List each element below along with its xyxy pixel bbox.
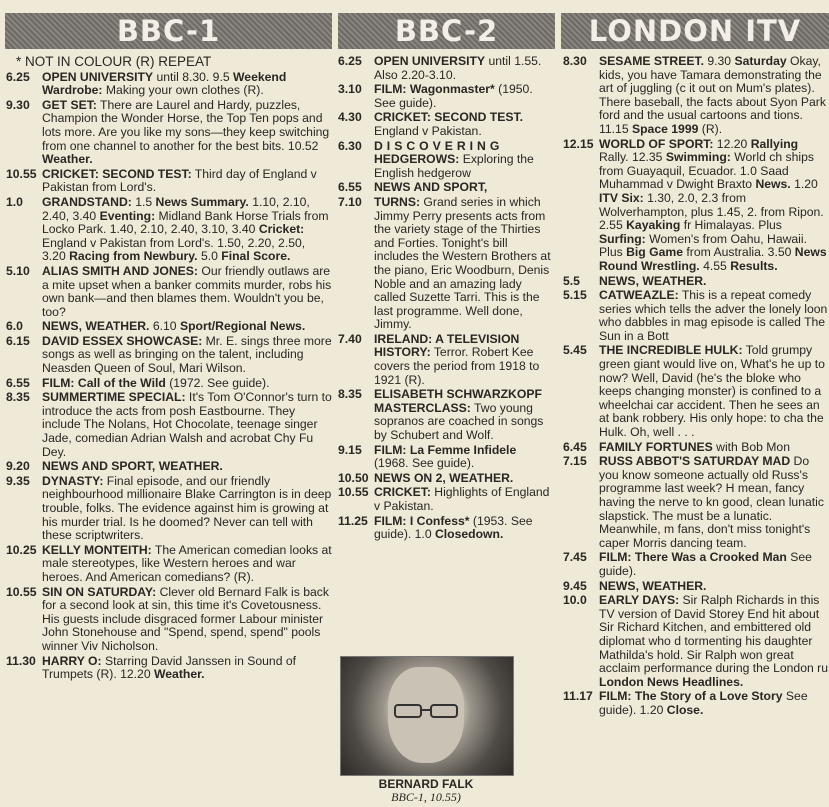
listing-time: 7.45 [563, 550, 587, 565]
bbc1-listing [6, 99, 332, 167]
photo-caption [340, 778, 512, 804]
listing-description: IRELAND: A TELEVISION HISTORY: Terror. Robert Kee covers the period from 1918 to 1921 (R). [374, 331, 540, 387]
bbc1-listing [6, 265, 332, 319]
itv-listing [563, 275, 829, 289]
listing-description: FILM: I Confess* (1953. See guide). 1.0 Closedown. [374, 513, 533, 542]
bbc1-listing [6, 655, 332, 682]
bbc1-listing [6, 544, 332, 585]
itv-listing [563, 289, 829, 343]
listing-description: OPEN UNIVERSITY until 1.55. Also 2.20-3.10. [374, 55, 542, 82]
listing-time: 8.35 [6, 390, 30, 405]
itv-listing [563, 138, 829, 274]
listing-description: DAVID ESSEX SHOWCASE: Mr. E. sings three more songs as well as bringing on the talent, including Neasden Queen of Soul, Mari Wilson. [42, 333, 332, 376]
bbc2-listing [338, 83, 554, 110]
bbc1-listing [6, 71, 332, 98]
listing-time: 3.10 [338, 82, 362, 97]
bbc1-listing [6, 460, 332, 474]
listing-description: GRANDSTAND: 1.5 News Summary. 1.10, 2.10, 2.40, 3.40 Eventing: Midland Bank Horse Trials from Locko Park. 1.40, 2.10, 2.40, 3.10, 3.40 Cricket: England v Pakistan from Lord's. 1.50, 2.20, 2.50, 3.20 Racing from Newbury. 5.0 Final Score. [42, 194, 329, 264]
bbc1-listing [6, 168, 332, 195]
listing-time: 9.45 [563, 578, 587, 593]
listing-time: 10.55 [6, 166, 37, 181]
bbc2-listing [338, 196, 554, 332]
listing-description: SUMMERTIME SPECIAL: It's Tom O'Connor's turn to introduce the acts from posh Eastbourne. They include The Nolans, Hot Chocolate, teenage singer Jade, comedian Adrian Walsh and acrobat Chy Fu Dey. [42, 390, 332, 459]
listing-description: CRICKET: SECOND TEST. England v Pakistan. [374, 110, 523, 138]
listing-time: 10.55 [338, 485, 369, 500]
listing-time: 6.45 [563, 439, 587, 454]
itv-banner [561, 13, 829, 49]
listing-time: 5.15 [563, 288, 587, 303]
bbc2-banner [338, 13, 555, 49]
listing-time: 9.35 [6, 473, 30, 488]
itv-listing [563, 455, 829, 550]
bbc1-listing [6, 196, 332, 264]
listing-description: GET SET: There are Laurel and Hardy, puzzles, Champion the Wonder Horse, the Top Ten pops and lots more. Are you like my sons—they keep switching from one channel to another for the best bits. 10.52 Weather. [42, 97, 330, 167]
listing-description: HARRY O: Starring David Janssen in Sound of Trumpets (R). 12.20 Weather. [42, 653, 297, 682]
listing-description: NEWS, WEATHER. [599, 578, 707, 593]
caption-channel: BBC-1, 10.55) [391, 790, 461, 804]
bernard-falk-photo [340, 656, 514, 776]
itv-listing [563, 344, 829, 439]
listing-description: FILM: La Femme Infidele (1968. See guide). [374, 442, 517, 471]
listing-time: 7.15 [563, 454, 587, 469]
listing-description: FILM: Call of the Wild (1972. See guide). [42, 375, 270, 390]
listing-description: OPEN UNIVERSITY until 8.30. 9.5 Weekend Wardrobe: Making your own clothes (R). [42, 69, 287, 98]
listing-time: 7.10 [338, 194, 362, 209]
listing-time: 5.45 [563, 343, 587, 358]
bbc2-listing [338, 55, 554, 82]
listing-time: 11.17 [563, 689, 593, 704]
bbc2-listing [338, 111, 554, 138]
bbc2-listing [338, 472, 554, 486]
listing-time: 9.20 [6, 459, 30, 474]
bbc1-listing [6, 320, 332, 334]
listing-time: 10.55 [6, 584, 37, 599]
itv-listing [563, 551, 829, 578]
listing-time: 6.55 [338, 180, 362, 195]
listing-time: 5.10 [6, 263, 30, 278]
bbc2-listing [338, 333, 554, 387]
listing-time: 6.15 [6, 333, 30, 348]
listing-time: 7.40 [338, 331, 362, 346]
listing-time: 6.30 [338, 138, 362, 153]
listing-description: NEWS, WEATHER. [599, 273, 707, 288]
bbc1-listing [6, 586, 332, 654]
listing-description: KELLY MONTEITH: The American comedian looks at male stereotypes, like Western heroes and war heroes. And American comedians? (R). [42, 542, 332, 584]
bbc2-listing [338, 444, 554, 471]
bbc2-listing [338, 181, 554, 195]
bbc2-listing [338, 140, 554, 181]
listing-time: 8.30 [563, 55, 587, 68]
bbc1-listing [6, 335, 332, 376]
listing-description: NEWS ON 2, WEATHER. [374, 470, 514, 485]
listing-time: 9.30 [6, 97, 30, 112]
bbc1-listing [6, 391, 332, 459]
listing-description: SIN ON SATURDAY: Clever old Bernard Falk is back for a second look at sin, this time it's Covetousness. His guests include disgraced former Labour minister John Stonehouse and "Spend, spend, spend" pools winner Viv Nicholson. [42, 584, 329, 653]
listing-description: DISCOVERING HEDGEROWS: Exploring the English hedgerow [374, 138, 534, 180]
listing-time: 12.15 [563, 136, 594, 151]
listing-description: FILM: There Was a Crooked Man See guide). [599, 550, 812, 578]
listing-description: CRICKET: SECOND TEST: Third day of England v Pakistan from Lord's. [42, 166, 317, 195]
listing-time: 4.30 [338, 110, 362, 125]
listing-description: SESAME STREET. 9.30 Saturday Okay, kids, you have Tamara demonstrating the art of juggling (c it out on Mum's plates). There baseball, the facts about Syon Park ford and the usual cartoons and tions. 11.15 Space 1999 (R). [599, 55, 826, 136]
listing-time: 1.0 [6, 194, 23, 209]
listing-time: 10.50 [338, 470, 369, 485]
listing-time: 10.25 [6, 542, 37, 557]
listing-time: 6.25 [6, 69, 30, 84]
bbc2-listing [338, 388, 554, 442]
itv-listing [563, 580, 829, 594]
listing-description: NEWS, WEATHER. 6.10 Sport/Regional News. [42, 319, 306, 334]
listing-description: CATWEAZLE: This is a repeat comedy series which tells the adver the lonely loon who dabbles in mag episode is called The Sun in a Bott [599, 288, 828, 343]
bbc2-listing [338, 486, 554, 513]
glasses-icon [393, 703, 459, 719]
itv-listing [563, 594, 829, 689]
listing-description: FILM: Wagonmaster* (1950. See guide). [374, 82, 533, 110]
caption-name: BERNARD FALK [378, 777, 474, 791]
listing-description: THE INCREDIBLE HULK: Told grumpy green giant would live on, What's he up to now? Well, David (he's the bloke who keeps changing monster) is confined to a wheelchai car accident. Then he sees an at bank robbery. His only hope: to cha the Hulk. Oh, well . . . [599, 343, 825, 440]
listing-description: FAMILY FORTUNES with Bob Mon [599, 439, 790, 454]
listing-description: EARLY DAYS: Sir Ralph Richards in this TV version of David Storey End hit about Sir Richard Kitchen, and embittered old diplomat who d tormenting his daughter Mathilda's hold. Sir Ralph won great acclaim performance during the London ru London News Headlines. [599, 593, 828, 689]
bbc2-listing [338, 515, 554, 542]
bbc2-column [338, 55, 554, 653]
listing-description: FILM: The Story of a Love Story See guide). 1.20 Close. [599, 689, 808, 717]
listing-description: ALIAS SMITH AND JONES: Our friendly outlaws are a mite upset when a banker commits murder, robs his own bank—and then blames them. Wouldn't you be, too? [42, 263, 332, 319]
listing-description: WORLD OF SPORT: 12.20 Rallying Rally. 12.35 Swimming: World ch ships from Guayaquil, Ecuador. 1.0 Saad Muhammad v Dwight Braxto News. 1.20 ITV Six: 1.30, 2.0, 2.3 from Wolverhampton, plus 1.45, 2. from Ripon. 2.55 Kayaking fr Himalayas. Plus Surfing: Women's from Oahu, Hawaii. Plus Big Game from Australia. 3.50 News Round Wrestling. 4.55 Results. [599, 136, 827, 273]
listing-time: 6.25 [338, 55, 362, 68]
bbc1-column [6, 55, 332, 807]
legend: * NOT IN COLOUR (R) REPEAT [16, 55, 212, 69]
listing-time: 6.55 [6, 375, 30, 390]
bbc2-title: BBC-2 [394, 14, 499, 48]
itv-title: LONDON ITV [588, 14, 802, 48]
listing-description: RUSS ABBOT'S SATURDAY MAD Do you know someone actually old Russ's programme last week? H mean, fancy having the nerve to kn good, clean lunatic slapstick. The must be a lunatic. Meanwhile, m fans, don't miss tonight's caper Morris dancing team. [599, 454, 824, 550]
listing-time: 11.25 [338, 513, 368, 528]
listing-description: ELISABETH SCHWARZKOPF MASTERCLASS: Two young sopranos are coached in songs by Schubert and Wolf. [374, 387, 544, 443]
listing-time: 9.15 [338, 442, 362, 457]
listing-time: 8.35 [338, 387, 362, 402]
listing-description: NEWS AND SPORT, WEATHER. [42, 459, 223, 474]
listing-time: 11.30 [6, 653, 36, 668]
listing-time: 6.0 [6, 319, 23, 334]
bbc1-title: BBC-1 [116, 14, 221, 48]
listing-description: TURNS: Grand series in which Jimmy Perry presents acts from the variety stage of the Thirties and Forties. Tonight's bill includes the Western Brothers at the piano, Eric Woodburn, Denis Noble and an amazing lady called Suzette Tarri. This is the last programme. Well done, Jimmy. [374, 194, 551, 332]
listing-description: NEWS AND SPORT, [374, 180, 488, 195]
listing-description: CRICKET: Highlights of England v Pakistan. [374, 485, 550, 513]
bbc1-banner [5, 13, 332, 49]
listing-time: 10.0 [563, 593, 587, 608]
bbc1-listing [6, 377, 332, 391]
listing-time: 5.5 [563, 273, 580, 288]
itv-column [563, 55, 829, 807]
itv-listing [563, 441, 829, 455]
listing-description: DYNASTY: Final episode, and our friendly neighbourhood millionaire Blake Carrington is in deep trouble, folks. The evidence against him is growing at his murder trial. Is he doomed? Never can tell with these scriptwriters. [42, 473, 332, 543]
itv-listing [563, 55, 829, 137]
bbc1-listing [6, 475, 332, 543]
itv-listing [563, 690, 829, 717]
